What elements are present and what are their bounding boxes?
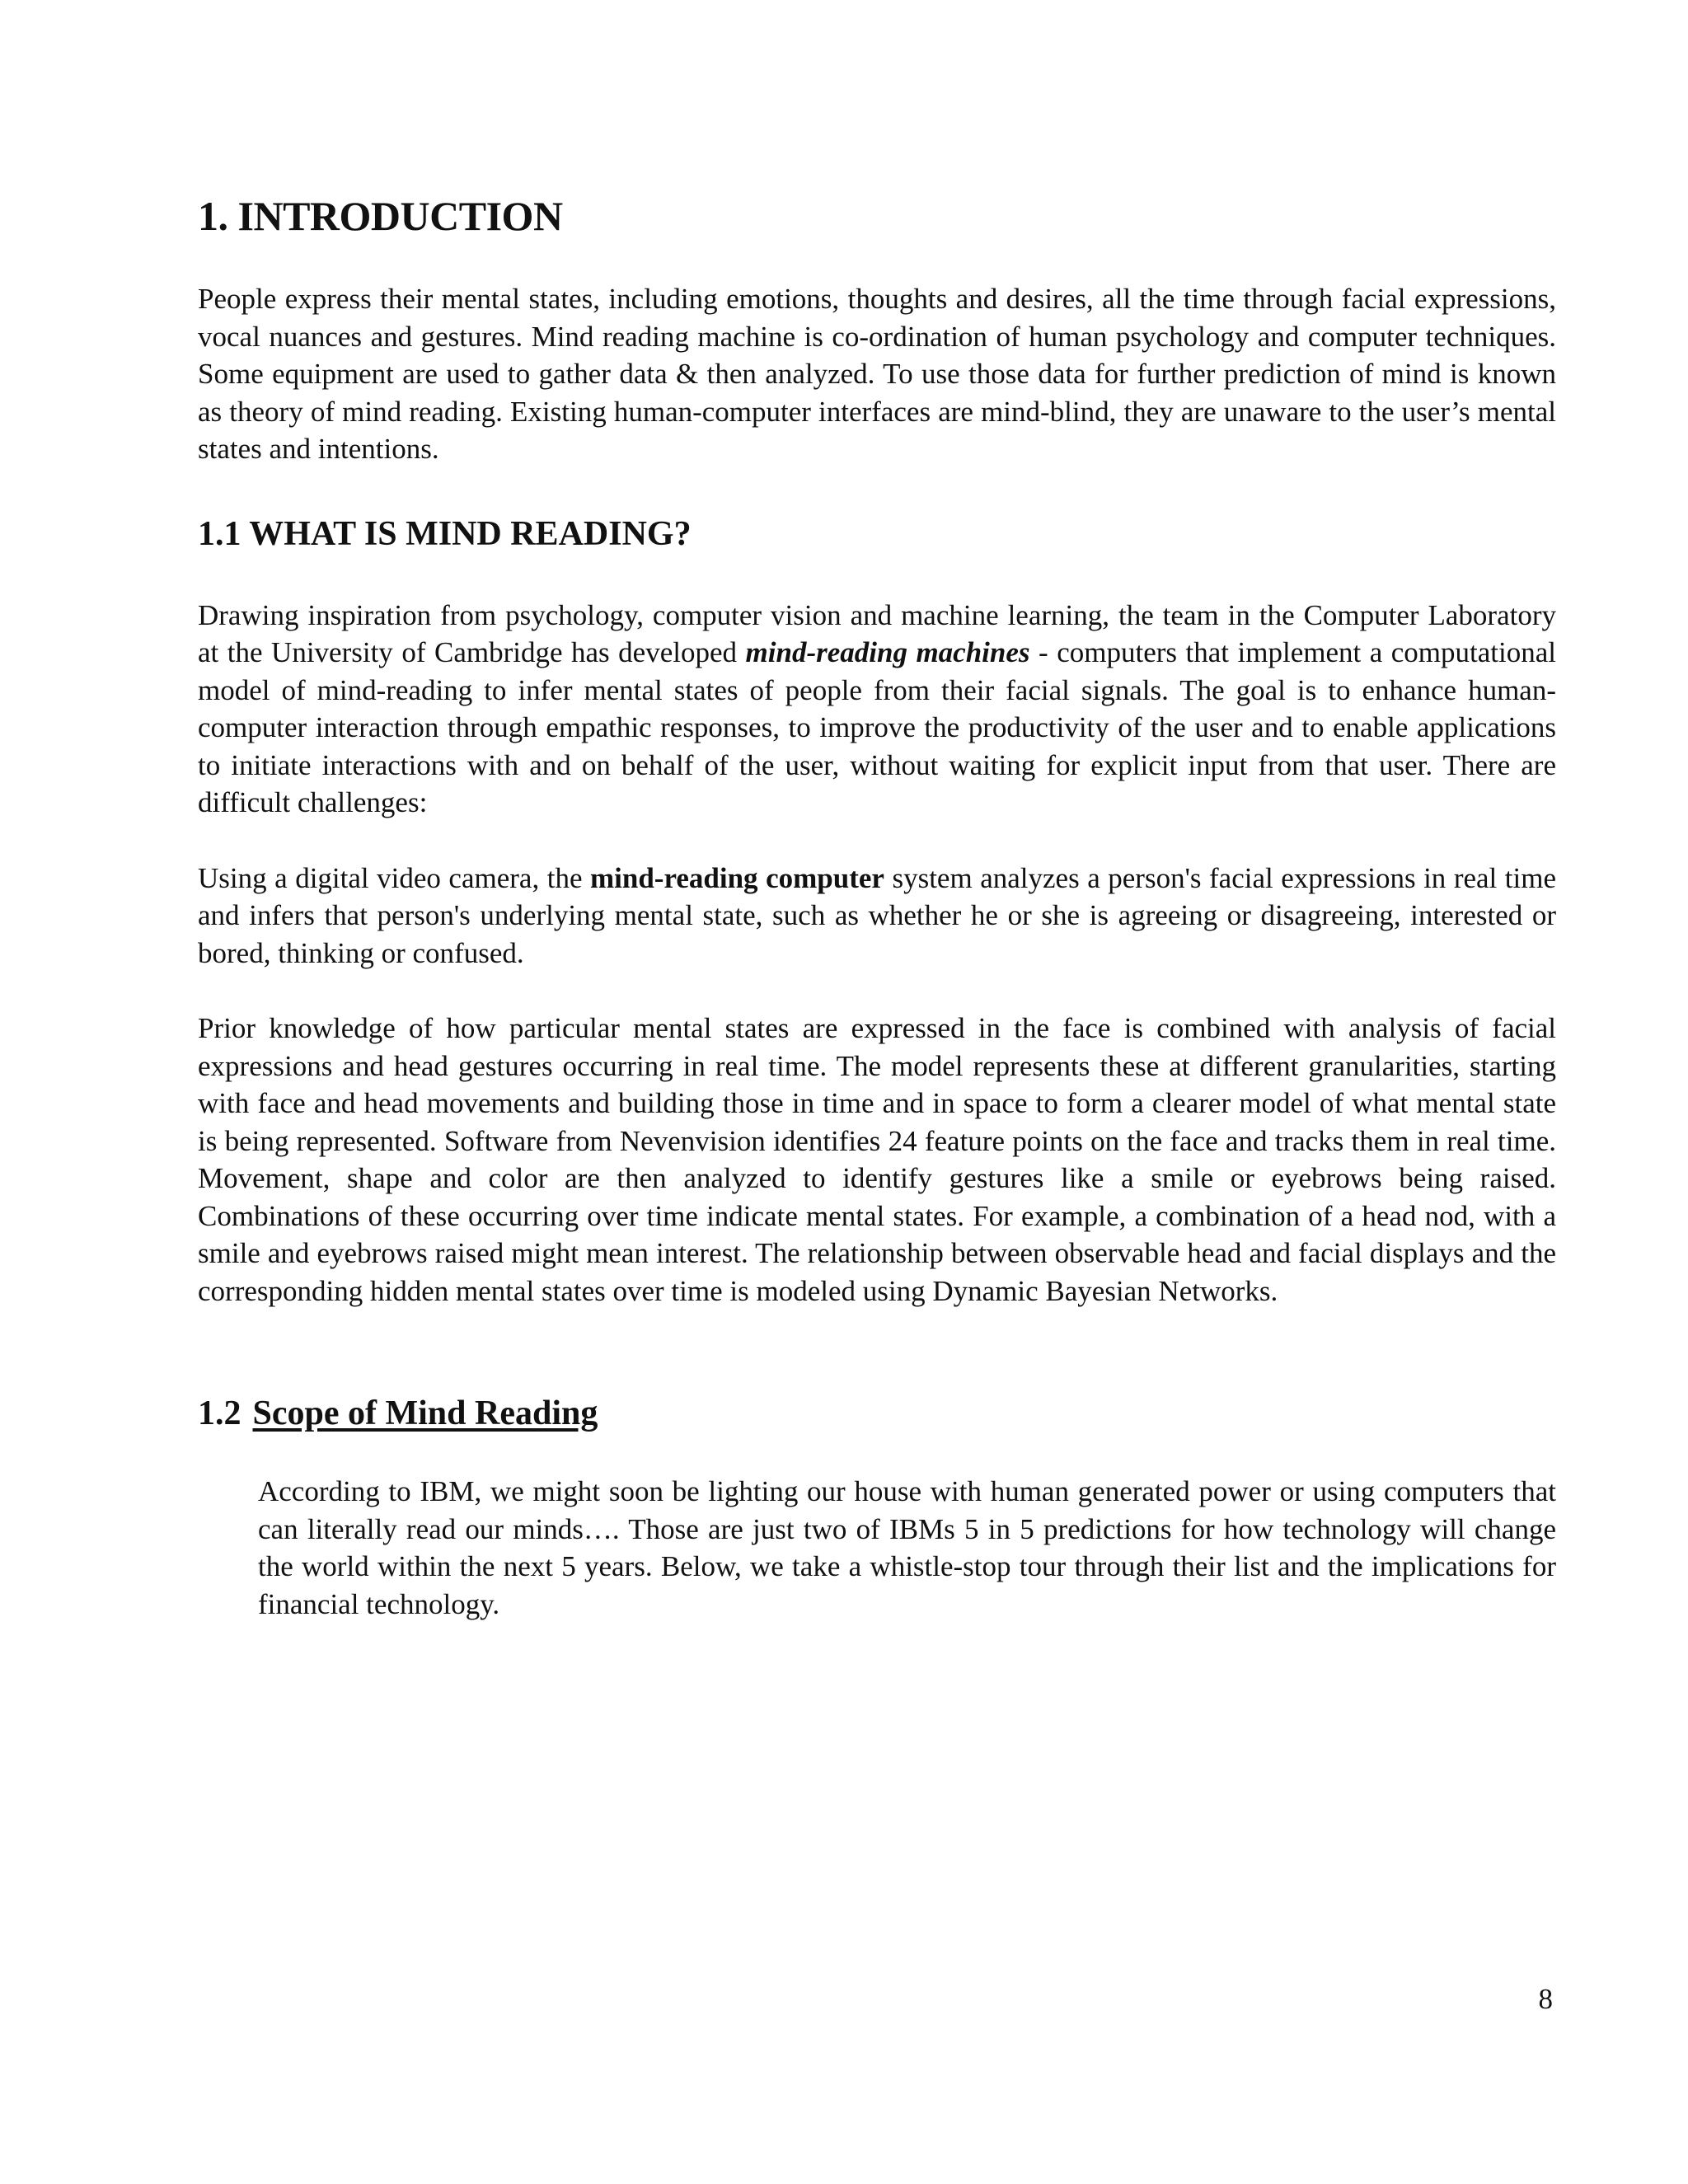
paragraph-text: - computers that implement a computational model of mind-reading to infer mental states of people from their facial signals. The goal is to enhance human-computer interaction through empathic responses, to improve the productivity of the user and to enable applications to initiate interactions with and on behalf of the user, without waiting for explicit input from that user. There are difficult challenges: [198, 636, 1556, 818]
mind-reading-paragraph-1 [198, 597, 1556, 822]
paragraph-text: system analyzes a person's facial expressions in real time and infers that person's underlying mental state, such as whether he or she is agreeing or disagreeing, interested or bored, thinking or confused. [198, 861, 1556, 969]
page-number: 8 [1538, 1983, 1553, 2015]
emphasized-term: mind-reading machines [745, 636, 1030, 668]
section-number: 1.2 [198, 1394, 241, 1432]
section-heading-scope [198, 1392, 1556, 1435]
mind-reading-paragraph-2 [198, 860, 1556, 972]
paragraph-text: Drawing inspiration from psychology, computer vision and machine learning, the team in the Computer Laboratory at the University of Cambridge has developed [198, 598, 1556, 668]
bold-term: mind-reading computer [590, 861, 884, 894]
introduction-paragraph: People express their mental states, including emotions, thoughts and desires, all the time through facial expressions, vocal nuances and gestures. Mind reading machine is co-ordination of human psychology and computer techniques. Some equipment are used to gather data & then analyzed. To use those data for further prediction of mind is known as theory of mind reading. Existing human-computer interfaces are mind-blind, they are unaware to the user’s mental states and intentions. [198, 283, 1556, 465]
page-content [198, 191, 1556, 1623]
section-heading-what-is-mind-reading: 1.1 WHAT IS MIND READING? [198, 514, 692, 553]
scope-paragraph: According to IBM, we might soon be lighting our house with human generated power or using computers that can literally read our minds…. Those are just two of IBMs 5 in 5 predictions for how technology will change the world within the next 5 years. Below, we take a whistle-stop tour through their list and the implications for financial technology. [258, 1475, 1556, 1620]
paragraph-text: Using a digital video camera, the [198, 861, 590, 894]
section-heading-introduction: 1. INTRODUCTION [198, 193, 563, 239]
section-title: Scope of Mind Reading [252, 1394, 598, 1432]
mind-reading-paragraph-3: Prior knowledge of how particular mental states are expressed in the face is combined with analysis of facial expressions and head gestures occurring in real time. The model represents these at different granularities, starting with face and head movements and building those in time and in space to form a clearer model of what mental state is being represented. Software from Nevenvision identifies 24 feature points on the face and tracks them in real time. Movement, shape and color are then analyzed to identify gestures like a smile or eyebrows being raised. Combinations of these occurring over time indicate mental states. For example, a combination of a head nod, with a smile and eyebrows raised might mean interest. The relationship between observable head and facial displays and the corresponding hidden mental states over time is modeled using Dynamic Bayesian Networks. [198, 1012, 1556, 1307]
